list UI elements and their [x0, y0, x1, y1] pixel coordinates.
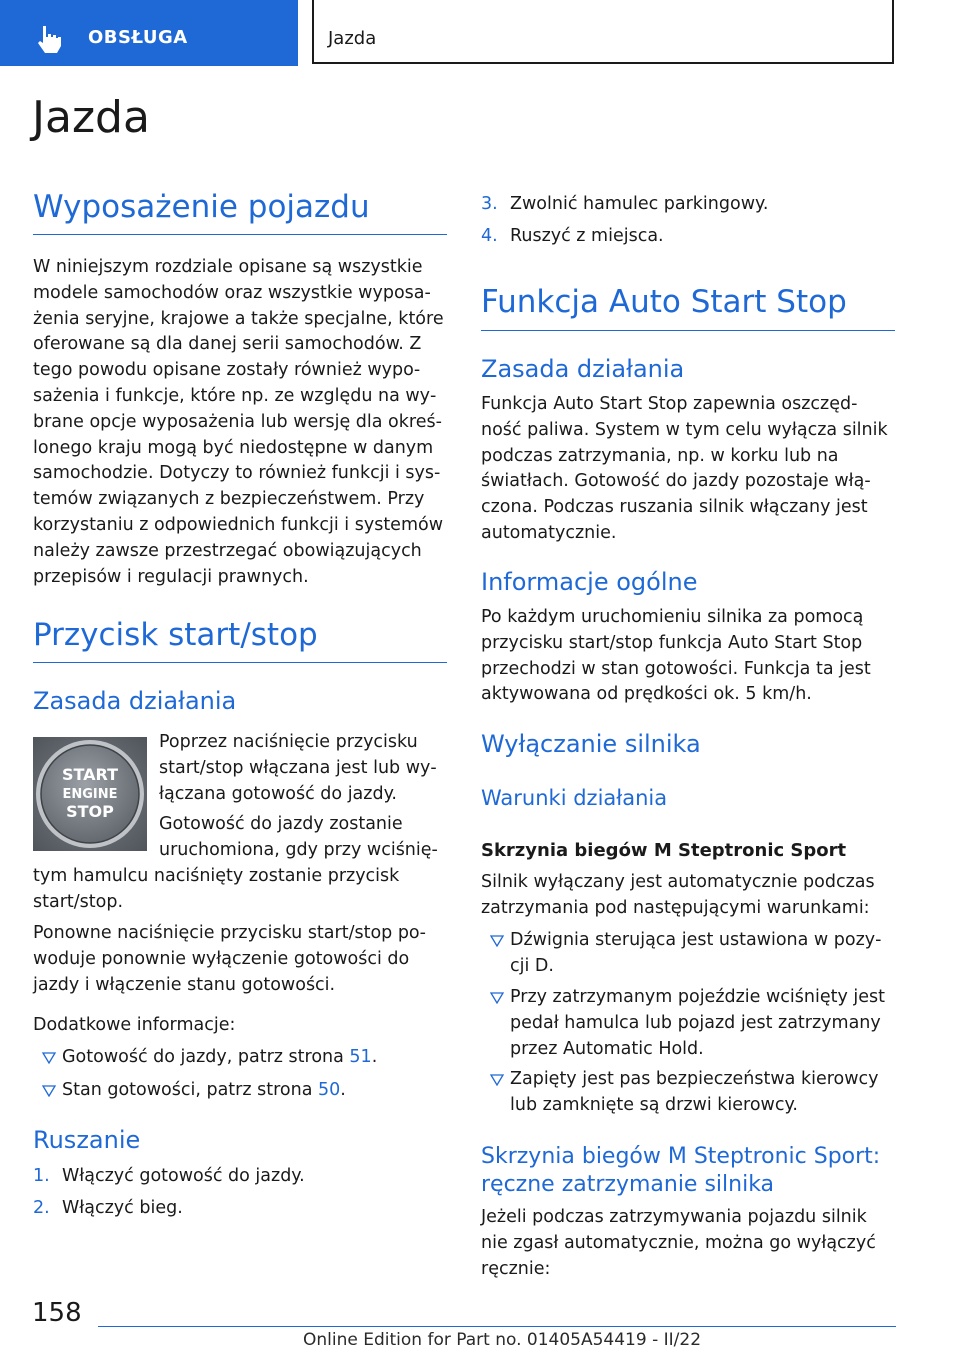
equipment-paragraph: W niniejszym rozdziale opisane są wszystkie modele samochodów oraz wszystkie wyposa‐ żenia seryjne, krajowe a także specjalne, które oferowane są dla danej serii samochodów. Z tego powodu opisane zostały również wypo‐ sażenia i funkcje, które np. ze względu na wy‐ brane opcje wyposażenia lub wersję dla okreś‐ lonego kraju mogą być niedostępne w danym samochodzie. Dotyczy to również funkcji i sys‐ temów związanych z bezpieczeństwem. Przy korzystaniu z odpowiednich funkcji i systemów należy zawsze przestrzegać obowiązujących przepisów i regulacji prawnych.: [33, 257, 444, 587]
svg-text:ENGINE: ENGINE: [62, 787, 118, 802]
edition-note: Online Edition for Part no. 01405A54419 - II/22: [303, 1330, 702, 1350]
section-label: OBSŁUGA: [88, 27, 188, 48]
chapter-label: Jazda: [328, 28, 377, 49]
list-item: 1. Włączyć gotowość do jazdy.: [33, 1166, 305, 1186]
page-number: 158: [32, 1298, 82, 1328]
page-header: [0, 0, 960, 66]
start-engine-stop-button-image: [33, 737, 147, 851]
gearbox-label: Skrzynia biegów M Steptronic Sport: [481, 840, 847, 861]
subsubheading-conditions: Warunki działania: [481, 786, 668, 810]
heading-auto-start-stop: Funkcja Auto Start Stop: [481, 284, 847, 320]
list-item: 4. Ruszyć z miejsca.: [481, 226, 664, 246]
subheading-starting: Ruszanie: [33, 1126, 141, 1154]
page-link-50[interactable]: 50: [318, 1080, 341, 1100]
heading-equipment: Wyposażenie pojazdu: [33, 189, 370, 225]
list-item: Zapięty jest pas bezpieczeństwa kierowcy lub zamknięte są drzwi kierowcy.: [481, 1067, 895, 1119]
subheading-engine-off: Wyłączanie silnika: [481, 730, 701, 758]
heading-start-stop-button: Przycisk start/stop: [33, 617, 318, 653]
section-tab-obsluga[interactable]: [0, 0, 298, 66]
footer-rule: [98, 1326, 896, 1327]
principle-paragraph: Funkcja Auto Start Stop zapewnia oszczęd‐ ność paliwa. System w tym celu wyłącza silnik podczas zatrzymania, np. w korku lub na światłach. Gotowość do jazdy pozostaje włą‐ czona. Podczas ruszania silnik włączany jest automatycznie.: [481, 394, 888, 543]
page-link-51[interactable]: 51: [349, 1047, 372, 1067]
heading-rule: [481, 330, 895, 331]
principle-paragraph-1: Poprzez naciśnięcie przycisku start/stop włączana jest lub wy‐ łączana gotowość do jazdy.: [159, 732, 437, 804]
manual-stop-paragraph: Jeżeli podczas zatrzymywania pojazdu silnik nie zgasł automatycznie, można go wyłączyć ręcznie:: [481, 1207, 876, 1279]
list-item: Przy zatrzymanym pojeździe wciśnięty jest pedał hamulca lub pojazd jest zatrzymany przez Automatic Hold.: [481, 985, 895, 1063]
hand-pointer-icon: [36, 24, 62, 54]
list-item: Gotowość do jazdy, patrz strona 51.: [33, 1045, 447, 1071]
principle-paragraph-2b: tym hamulcu naciśnięty zostanie przycisk start/stop.: [33, 866, 400, 912]
chapter-tab[interactable]: [312, 0, 894, 64]
list-item: Dźwignia sterująca jest ustawiona w pozy‐ cji D.: [481, 928, 895, 980]
svg-text:START: START: [61, 765, 119, 784]
subheading-principle: Zasada działania: [481, 355, 685, 383]
additional-info-label: Dodatkowe informacje:: [33, 1015, 236, 1035]
subheading-general-info: Informacje ogólne: [481, 568, 698, 596]
subsubheading-manual-stop: Skrzynia biegów M Steptronic Sport: ręczne zatrzymanie silnika: [481, 1144, 881, 1197]
heading-rule: [33, 234, 447, 235]
list-item: 2. Włączyć bieg.: [33, 1198, 183, 1218]
gearbox-paragraph: Silnik wyłączany jest automatycznie podczas zatrzymania pod następującymi warunkami:: [481, 872, 875, 918]
list-item: Stan gotowości, patrz strona 50.: [33, 1078, 447, 1104]
principle-paragraph-3: Ponowne naciśnięcie przycisku start/stop po‐ woduje ponownie wyłączenie gotowości do jazdy i włączenie stanu gotowości.: [33, 923, 426, 995]
list-item: 3. Zwolnić hamulec parkingowy.: [481, 194, 769, 214]
heading-rule: [33, 662, 447, 663]
svg-text:STOP: STOP: [66, 802, 114, 821]
principle-paragraph-2: Gotowość do jazdy zostanie uruchomiona, gdy przy wciśnię‐: [159, 814, 438, 860]
general-info-paragraph: Po każdym uruchomieniu silnika za pomocą przycisku start/stop funkcja Auto Start Stop przechodzi w stan gotowości. Funkcja ta jest aktywowana od prędkości ok. 5 km/h.: [481, 607, 871, 705]
subheading-principle: Zasada działania: [33, 687, 237, 715]
page-title: Jazda: [32, 92, 150, 143]
